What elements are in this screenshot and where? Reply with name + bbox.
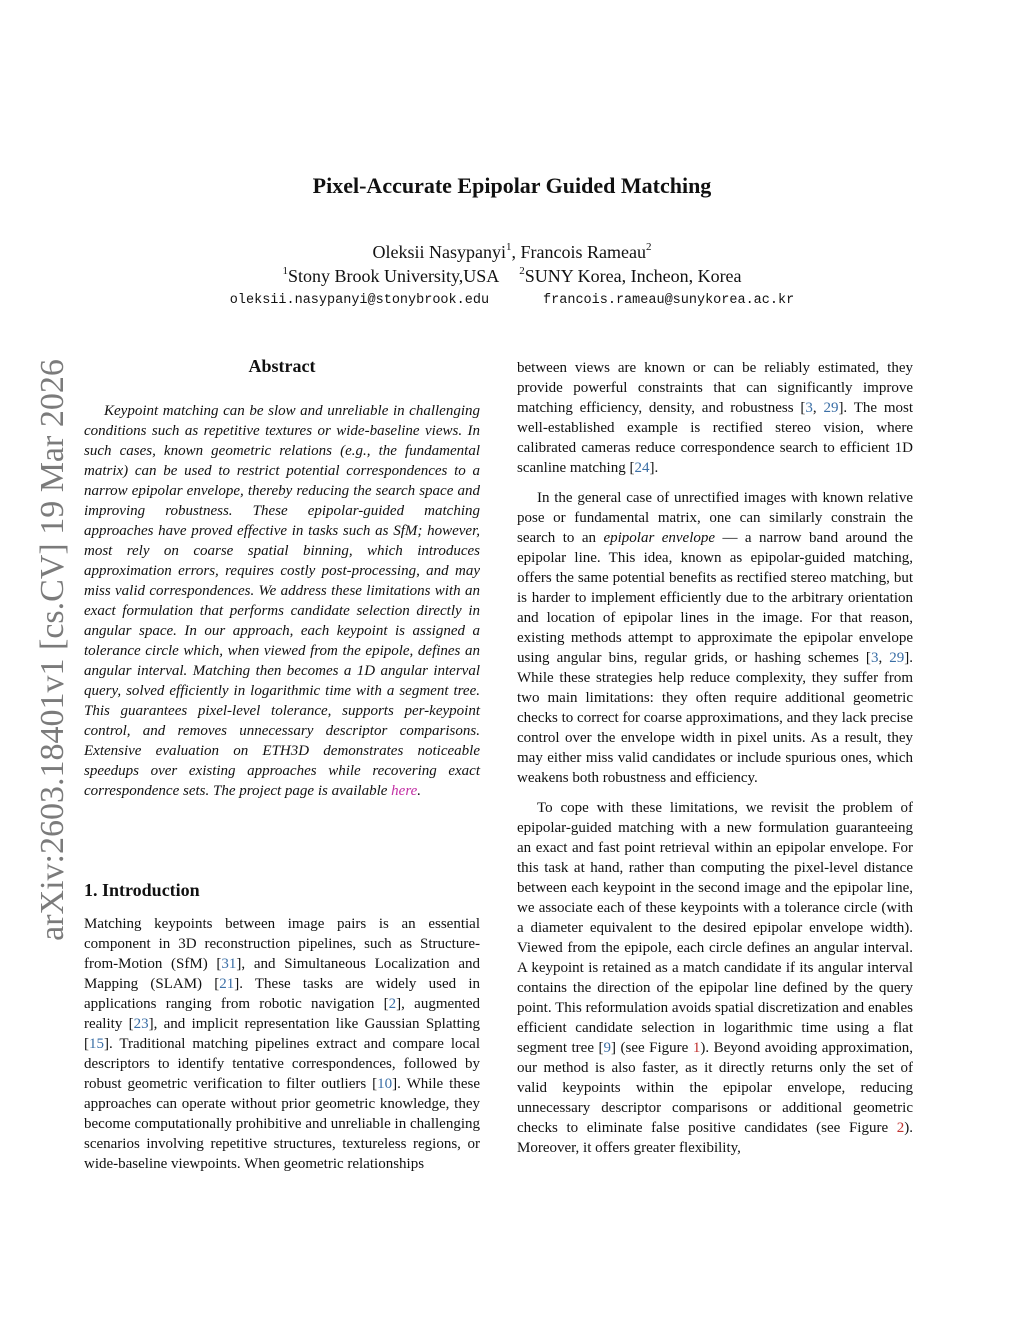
author-email[interactable]: oleksii.nasypanyi@stonybrook.edu: [229, 293, 490, 308]
author-line: [0, 240, 1024, 264]
affiliation-line: [0, 264, 1024, 288]
text: To cope with these limitations, we revisit the problem of epipolar-guided matching with a new formulation guaranteeing an exact and fast point retrieval within an epipolar envelope. For this task at hand, rather than computing the pixel-level distance between each keypoint in the second image and the epipolar line, we associate each of these keypoints with a tolerance circle (with a diameter equivalent to the desired epipolar envelope width). Viewed from the epipole, each circle defines an angular interval. A keypoint is retained as a match candidate if its angular interval contains the direction of the epipolar line defined by the query point. This reformulation avoids spatial discretization and enables efficient candidate selection in logarithmic time using a flat segment tree [: [517, 800, 913, 1056]
text: ,: [812, 400, 824, 416]
abstract-text: Keypoint matching can be slow and unreliable in challenging conditions such as repetitive textures or wide-baseline views. In such cases, known geometric relations (e.g., the fundamental matrix) can be used to restrict potential correspondences to a narrow epipolar envelope, thereby reducing the search space and improving robustness. These epipolar-guided matching approaches have proved effective in tasks such as SfM; however, most rely on coarse spatial binning, which introduces approximation errors, requires costly post-processing, and may miss valid correspondences. We address these limitations with an exact formulation that performs candidate selection directly in angular space. In our approach, each keypoint is assigned a tolerance circle which, when viewed from the epipole, defines an angular interval. Matching then becomes a 1D angular interval query, solved efficiently in logarithmic time with a segment tree. This guarantees pixel-level tolerance, supports per-keypoint control, and removes unnecessary descriptor comparisons. Extensive evaluation on ETH3D demonstrates noticeable speedups over existing approaches while recovering exact correspondence sets. The project page is available: [84, 403, 480, 799]
text: ], and implicit representation like Gaussian Splatting [: [84, 1016, 481, 1052]
figure-link[interactable]: 2: [896, 1120, 905, 1136]
author-separator: ,: [511, 242, 521, 262]
body-paragraph: [517, 358, 913, 478]
text: ,: [878, 650, 890, 666]
text: ], and Simultaneous Localization and Mapping (SLAM) [: [84, 956, 480, 992]
author-name: Oleksii Nasypanyi: [372, 242, 506, 262]
author-name: Francois Rameau: [520, 242, 646, 262]
text: In the general case of unrectified images with known relative pose or fundamental matrix, one can similarly constrain the search to an: [517, 490, 913, 546]
body-paragraph: [517, 488, 913, 788]
affiliation-marker: 2: [519, 265, 525, 277]
text: Matching keypoints between image pairs is an essential component in 3D reconstruction pipelines, such as Structure-from-Motion (SfM) [: [84, 916, 480, 972]
affiliation-marker: 1: [506, 241, 512, 253]
text: ]. While these approaches can operate without prior geometric knowledge, they become computationally prohibitive and unreliable in challenging scenarios involving repetitive structures, textureless regions, or wide-baseline viewpoints. When geometric relationships: [84, 1076, 480, 1172]
citation-link[interactable]: 31: [221, 956, 237, 972]
text: ] (see Figure: [610, 1040, 693, 1056]
citation-link[interactable]: 29: [823, 400, 839, 416]
citation-link[interactable]: 2: [388, 996, 397, 1012]
citation-link[interactable]: 29: [889, 650, 905, 666]
citation-link[interactable]: 23: [133, 1016, 149, 1032]
citation-link[interactable]: 24: [634, 460, 650, 476]
text: ). Moreover, it offers greater flexibility,: [517, 1120, 913, 1156]
arxiv-sidebar-stamp: arXiv:2603.18401v1 [cs.CV] 19 Mar 2026: [34, 359, 71, 941]
text: — a narrow band around the epipolar line. This idea, known as epipolar-guided matching, offers the same potential benefits as rectified stereo matching, but is harder to implement efficiently due to the arbitrary orientation and location of epipolar lines in the image. For that reason, existing methods attempt to approximate the epipolar envelope using angular bins, regular grids, or hashing schemes [: [517, 530, 913, 666]
text: ]. Traditional matching pipelines extract and compare local descriptors to identify tentative correspondences, followed by robust geometric verification to filter outliers [: [84, 1036, 480, 1092]
abstract-body: [84, 401, 480, 801]
text: ]. While these strategies help reduce complexity, they suffer from two main limitations: they often require additional geometric checks to correct for coarse approximations, and they lack precise control over the envelope width in pixel units. As a result, they may either miss valid candidates or include spurious ones, which weakens both robustness and efficiency.: [517, 650, 913, 786]
abstract-heading: Abstract: [248, 356, 316, 376]
text: ]. These tasks are widely used in applications ranging from robotic navigation [: [84, 976, 480, 1012]
emphasis-term: epipolar envelope: [603, 530, 716, 546]
right-column: [517, 358, 913, 1158]
paper-title: Pixel-Accurate Epipolar Guided Matching: [312, 173, 712, 198]
figure-link[interactable]: 1: [692, 1040, 701, 1056]
affiliation-marker: 1: [282, 265, 288, 277]
body-paragraph: [517, 798, 913, 1158]
project-page-link[interactable]: here: [391, 783, 418, 799]
citation-link[interactable]: 15: [89, 1036, 104, 1052]
citation-link[interactable]: 10: [377, 1076, 393, 1092]
citation-link[interactable]: 21: [219, 976, 235, 992]
affiliation: Stony Brook University,USA: [287, 266, 500, 286]
text: ], augmented reality [: [84, 996, 480, 1032]
text: ]. The most well-established example is rectified stereo vision, where calibrated cameras reduce correspondence search to efficient 1D scanline matching [: [517, 400, 914, 476]
citation-link[interactable]: 3: [805, 400, 813, 416]
email-line: [0, 293, 1024, 308]
text: between views are known or can be reliably estimated, they provide powerful constraints that can significantly improve matching efficiency, density, and robustness [: [517, 360, 913, 416]
citation-link[interactable]: 3: [870, 650, 879, 666]
text: ].: [649, 460, 659, 476]
affiliation: SUNY Korea, Incheon, Korea: [524, 266, 742, 286]
intro-paragraph: [84, 914, 480, 1174]
section-heading: 1. Introduction: [84, 880, 200, 900]
text: ). Beyond avoiding approximation, our method is also faster, as it directly returns only the set of valid keypoints within the epipolar envelope, reducing unnecessary descriptor comparisons or additional geometric checks to eliminate false positive candidates (see Figure: [517, 1040, 913, 1136]
author-email[interactable]: francois.rameau@sunykorea.ac.kr: [543, 293, 795, 308]
abstract-text: .: [417, 783, 422, 799]
citation-link[interactable]: 9: [603, 1040, 611, 1056]
affiliation-marker: 2: [645, 241, 652, 253]
